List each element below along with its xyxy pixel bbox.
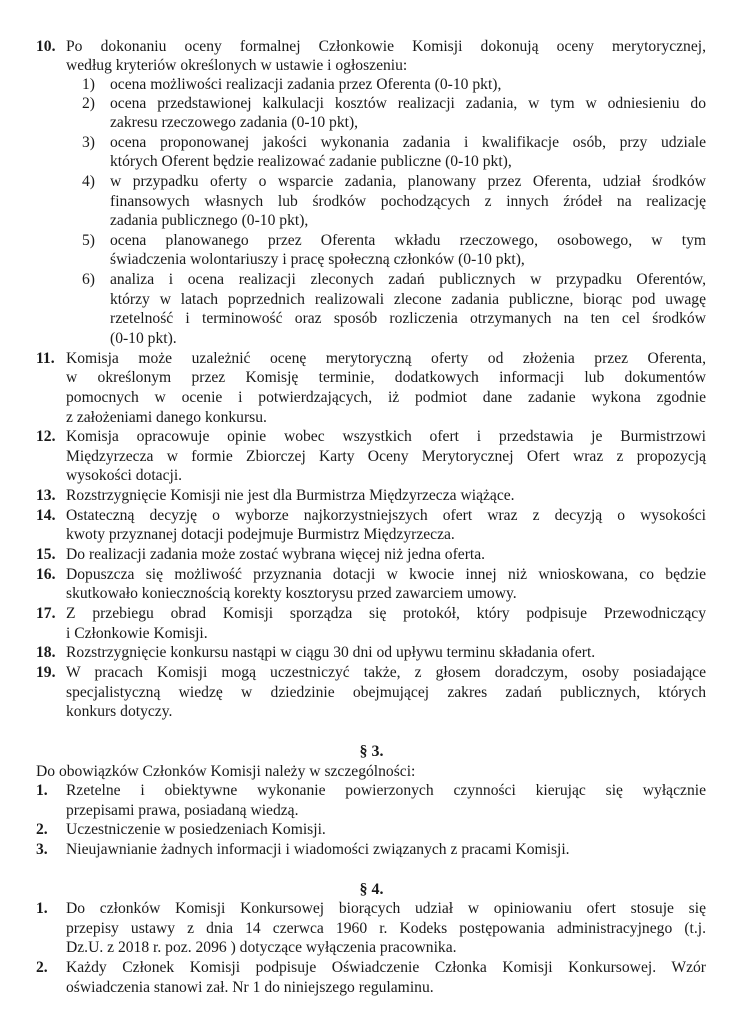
item-text-line: Każdy Członek Komisji podpisuje Oświadczenie Członka Komisji Konkursowej. Wzór: [66, 959, 706, 976]
subitem-text-line: ocena planowanego przez Oferenta wkładu rzeczowego, osobowego, w tym: [110, 232, 706, 249]
subitem-text-line: ocena możliwości realizacji zadania przez Oferenta (0-10 pkt),: [110, 76, 502, 93]
item-text-line: Rzetelne i obiektywne wykonanie powierzonych czynności kierując się wyłącznie: [66, 782, 706, 799]
item-text-line: skutkowało koniecznością korekty kosztorysu przed zawarciem umowy.: [66, 585, 517, 602]
subitem-text-line: zadania publicznego (0-10 pkt),: [110, 212, 309, 229]
subitem-number: 3): [82, 134, 95, 151]
item-number: 2.: [36, 959, 48, 976]
item-text-line: kwoty przyznanej dotacji podejmuje Burmistrz Międzyrzecza.: [66, 526, 455, 543]
item-text-line: pomocnych w ocenie i potwierdzających, iż podmiot dane zadanie wykona zgodnie: [66, 389, 706, 406]
subitem-number: 2): [82, 95, 95, 112]
subitem-text-line: ocena proponowanej jakości wykonania zadania i kwalifikacje osób, przy udziale: [110, 134, 706, 151]
item-number: 10.: [36, 38, 56, 55]
item-text-line: Komisja opracowuje opinie wobec wszystkich ofert i przedstawia je Burmistrzowi: [66, 428, 706, 445]
item-text-line: Nieujawnianie żadnych informacji i wiadomości związanych z pracami Komisji.: [66, 841, 570, 858]
item-text-line: według kryteriów określonych w ustawie i ogłoszeniu:: [66, 57, 408, 74]
subitem-text-line: świadczenia wolontariuszy i pracę społeczną członków (0-10 pkt),: [110, 251, 525, 268]
subitem-text-line: finansowych własnych lub środków pochodzących z innych źródeł na realizację: [110, 193, 706, 210]
item-number: 2.: [36, 821, 48, 838]
item-number: 16.: [36, 566, 56, 583]
item-text-line: z założeniami danego konkursu.: [66, 409, 267, 426]
subitem-number: 1): [82, 76, 95, 93]
item-text-line: specjalistyczną wiedzę w dziedzinie obejmującej zakres zadań publicznych, których: [66, 684, 706, 701]
subitem-number: 6): [82, 271, 95, 288]
item-text-line: i Członkowie Komisji.: [66, 625, 208, 642]
item-text-line: Międzyrzecza w formie Zbiorczej Karty Oceny Merytorycznej Ofert wraz z propozycją: [66, 448, 706, 465]
subitem-text-line: którzy w latach poprzednich realizowali zlecone zadania publiczne, biorąc pod uwagę: [110, 291, 706, 308]
item-text-line: Do członków Komisji Konkursowej biorących udział w opiniowaniu ofert stosuje się: [66, 900, 706, 917]
item-number: 15.: [36, 546, 56, 563]
item-text-line: Uczestniczenie w posiedzeniach Komisji.: [66, 821, 326, 838]
section-3-intro: Do obowiązków Członków Komisji należy w szczególności:: [36, 763, 416, 780]
item-text-line: Po dokonaniu oceny formalnej Członkowie Komisji dokonują oceny merytorycznej,: [66, 38, 706, 55]
subitem-text-line: ocena przedstawionej kalkulacji kosztów realizacji zadania, w tym w odniesieniu do: [110, 95, 706, 112]
item-text-line: przepisy ustawy z dnia 14 czerwca 1960 r. Kodeks postępowania administracyjnego (t.j.: [66, 920, 706, 937]
item-text-line: Rozstrzygnięcie Komisji nie jest dla Burmistrza Międzyrzecza wiążące.: [66, 487, 515, 504]
item-text-line: Do realizacji zadania może zostać wybrana więcej niż jedna oferta.: [66, 546, 486, 563]
item-text-line: konkurs dotyczy.: [66, 703, 173, 720]
item-number: 13.: [36, 487, 56, 504]
item-text-line: oświadczenia stanowi zał. Nr 1 do niniejszego regulaminu.: [66, 979, 434, 996]
subitem-number: 4): [82, 173, 95, 190]
section-3-heading: § 3.: [359, 743, 384, 760]
section-4-heading: § 4.: [359, 881, 384, 898]
item-text-line: Z przebiegu obrad Komisji sporządza się protokół, który podpisuje Przewodniczący: [66, 605, 706, 622]
item-text-line: Dz.U. z 2018 r. poz. 2096 ) dotyczące wyłączenia pracownika.: [66, 939, 457, 956]
item-text-line: Rozstrzygnięcie konkursu nastąpi w ciągu 30 dni od upływu terminu składania ofert.: [66, 644, 596, 661]
item-number: 3.: [36, 841, 48, 858]
item-text-line: Dopuszcza się możliwość przyznania dotacji w kwocie innej niż wnioskowana, co będzie: [66, 566, 706, 583]
item-text-line: Ostateczną decyzję o wyborze najkorzystniejszych ofert wraz z decyzją o wysokości: [66, 507, 706, 524]
item-number: 19.: [36, 664, 56, 681]
item-number: 18.: [36, 644, 56, 661]
subitem-number: 5): [82, 232, 95, 249]
item-number: 14.: [36, 507, 56, 524]
item-text-line: wysokości dotacji.: [66, 467, 183, 484]
subitem-text-line: w przypadku oferty o wsparcie zadania, planowany przez Oferenta, udział środków: [110, 173, 706, 190]
subitem-text-line: analiza i ocena realizacji zleconych zadań publicznych w przypadku Oferentów,: [110, 271, 706, 288]
item-number: 1.: [36, 900, 48, 917]
item-text-line: Komisja może uzależnić ocenę merytoryczną oferty od złożenia przez Oferenta,: [66, 350, 706, 367]
subitem-text-line: (0-10 pkt).: [110, 330, 177, 347]
item-number: 12.: [36, 428, 56, 445]
item-text-line: W pracach Komisji mogą uczestniczyć także, z głosem doradczym, osoby posiadające: [66, 664, 706, 681]
subitem-text-line: których Oferent będzie realizować zadanie publiczne (0-10 pkt),: [110, 153, 512, 170]
item-text-line: w określonym przez Komisję terminie, dodatkowych informacji lub dokumentów: [66, 369, 706, 386]
subitem-text-line: zakresu rzeczowego zadania (0-10 pkt),: [110, 114, 359, 131]
item-number: 17.: [36, 605, 56, 622]
item-number: 11.: [36, 350, 55, 367]
item-number: 1.: [36, 782, 48, 799]
item-text-line: przepisami prawa, posiadaną wiedzą.: [66, 802, 299, 819]
subitem-text-line: rzetelność i terminowość oraz sposób rozliczenia otrzymanych na ten cel środków: [110, 310, 706, 327]
